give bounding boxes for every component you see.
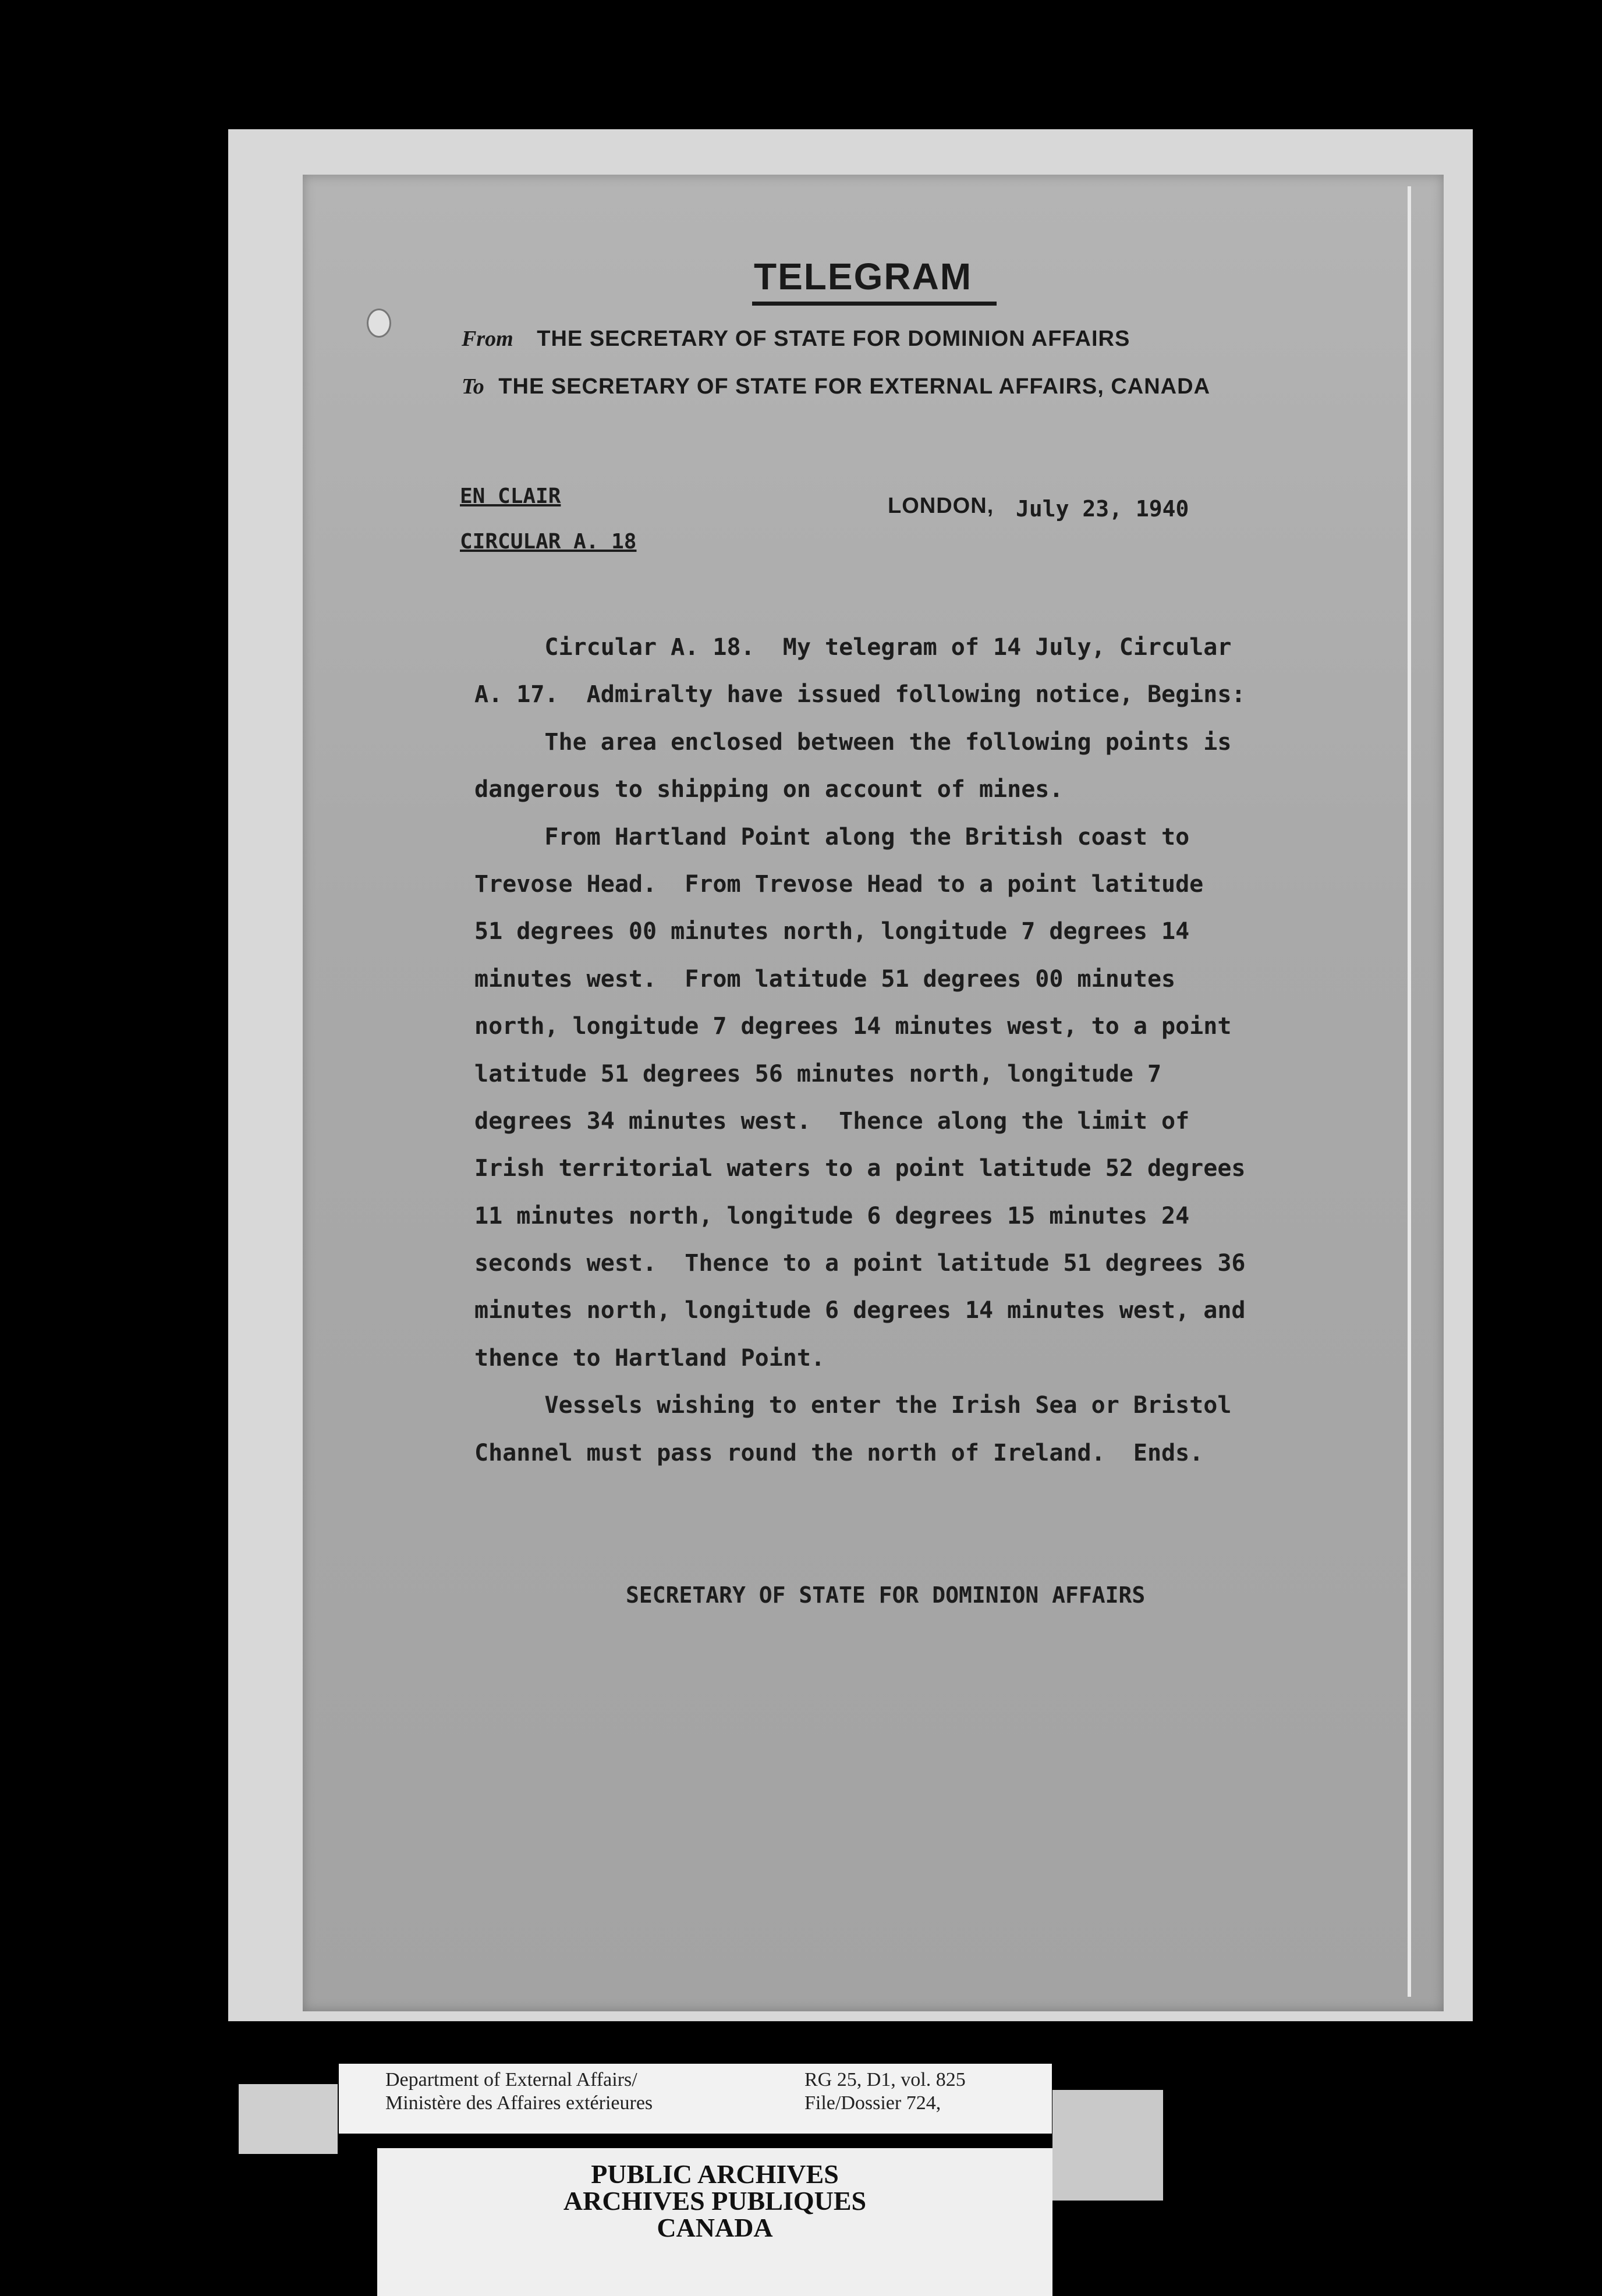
body-line: Circular A. 18. My telegram of 14 July, Circular <box>474 634 1232 661</box>
from-value: THE SECRETARY OF STATE FOR DOMINION AFFAIRS <box>537 327 1130 351</box>
to-line <box>462 374 1210 399</box>
department-french: Ministère des Affaires extérieures <box>385 2092 653 2114</box>
circular-reference: CIRCULAR A. 18 <box>460 530 637 554</box>
body-line: Irish territorial waters to a point latitude 52 degrees <box>474 1155 1246 1182</box>
reference-volume: RG 25, D1, vol. 825 <box>804 2069 966 2091</box>
mount-tab-left <box>239 2084 338 2154</box>
body-line: 11 minutes north, longitude 6 degrees 15 minutes 24 <box>474 1202 1190 1230</box>
stamp-line-english: PUBLIC ARCHIVES <box>591 2159 839 2189</box>
body-line: Channel must pass round the north of Ireland. Ends. <box>474 1439 1204 1466</box>
body-line: minutes west. From latitude 51 degrees 00 minutes <box>474 965 1176 993</box>
place-date <box>888 494 994 519</box>
from-line <box>462 326 1130 352</box>
to-value: THE SECRETARY OF STATE FOR EXTERNAL AFFAIRS, CANADA <box>498 374 1211 399</box>
body-line: Vessels wishing to enter the Irish Sea or Bristol <box>474 1392 1232 1419</box>
body-line: north, longitude 7 degrees 14 minutes west, to a point <box>474 1013 1232 1040</box>
body-line: From Hartland Point along the British coast to <box>474 823 1190 851</box>
sheet-edge <box>1408 186 1411 1997</box>
body-line: thence to Hartland Point. <box>474 1344 825 1372</box>
to-label: To <box>462 374 484 399</box>
body-line: dangerous to shipping on account of mines. <box>474 776 1064 803</box>
body-line: seconds west. Thence to a point latitude 51 degrees 36 <box>474 1250 1246 1277</box>
archive-department <box>385 2068 653 2115</box>
signature: SECRETARY OF STATE FOR DOMINION AFFAIRS <box>626 1582 1146 1608</box>
body-line: Trevose Head. From Trevose Head to a point latitude <box>474 870 1204 898</box>
department-english: Department of External Affairs/ <box>385 2069 637 2091</box>
body-line: A. 17. Admiralty have issued following notice, Begins: <box>474 681 1246 708</box>
body-line: minutes north, longitude 6 degrees 14 minutes west, and <box>474 1297 1246 1324</box>
body-line: 51 degrees 00 minutes north, longitude 7 degrees 14 <box>474 918 1190 945</box>
title-underline <box>752 302 997 306</box>
page-title: TELEGRAM <box>754 256 973 297</box>
stamp-line-french: ARCHIVES PUBLIQUES <box>563 2186 867 2216</box>
classification: EN CLAIR <box>460 484 561 508</box>
punch-hole <box>367 309 391 338</box>
mount-tab-right <box>1052 2090 1163 2201</box>
stamp-line-country: CANADA <box>657 2213 773 2242</box>
body-line: degrees 34 minutes west. Thence along the limit of <box>474 1107 1190 1135</box>
place: LONDON, <box>888 494 994 518</box>
telegram-body <box>474 624 1324 1477</box>
body-line: latitude 51 degrees 56 minutes north, longitude 7 <box>474 1060 1162 1087</box>
from-label: From <box>462 327 513 351</box>
date: July 23, 1940 <box>1016 496 1189 522</box>
body-line: The area enclosed between the following points is <box>474 728 1232 756</box>
archive-label <box>339 2064 1052 2134</box>
archive-reference <box>804 2068 966 2115</box>
reference-file: File/Dossier 724, <box>804 2092 941 2114</box>
archive-stamp <box>377 2148 1052 2296</box>
